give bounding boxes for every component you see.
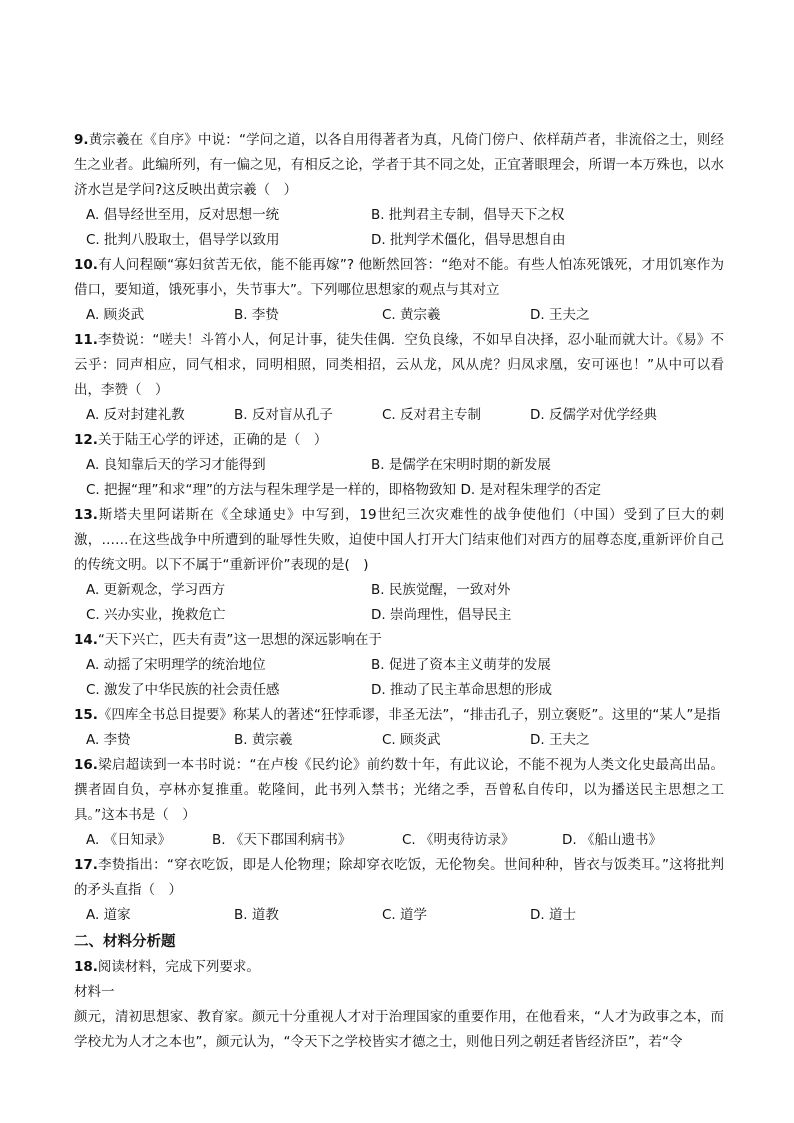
options-row bbox=[74, 203, 724, 228]
options-row bbox=[74, 678, 724, 703]
question-stem: 10.有人问程颐“寡妇贫苦无依，能不能再嫁”? 他断然回答：“绝对不能。有些人怕冻死饿死，才用饥寒作为借口，要知道，饿死事小，失节事大”。下列哪位思想家的观点与其对立 bbox=[74, 257, 724, 298]
option-c: C. 批判八股取士，倡导学以致用 bbox=[86, 232, 280, 248]
question-number: 10. bbox=[74, 257, 98, 273]
question-17 bbox=[74, 853, 724, 928]
material-text: 颜元，清初思想家、教育家。颜元十分重视人才对于治理国家的重要作用，在他看来，“人才为政事之本，而学校尤为人才之本也”，颜元认为，“令天下之学校皆实才德之士，则他日列之朝廷者皆经济臣”，若“令 bbox=[74, 1009, 724, 1050]
option-c: C. 反对君主专制 bbox=[382, 407, 482, 423]
option-d: D. 推动了民主革命思想的形成 bbox=[371, 682, 552, 698]
option-a: A. 倡导经世至用，反对思想一统 bbox=[86, 207, 280, 223]
option-a: A. 反对封建礼教 bbox=[86, 407, 185, 423]
option-d: D. 《船山遗书》 bbox=[562, 832, 662, 848]
question-stem: 12.关于陆王心学的评述，正确的是（ ） bbox=[74, 432, 328, 448]
question-9 bbox=[74, 128, 724, 253]
options-row bbox=[74, 903, 724, 928]
option-b: B. 促进了资本主义萌芽的发展 bbox=[371, 657, 551, 673]
options-row bbox=[74, 303, 724, 328]
question-18 bbox=[74, 955, 724, 1055]
option-d: D. 崇尚理性，倡导民主 bbox=[371, 607, 512, 623]
question-stem: 16.梁启超读到一本书时说：“在卢梭《民约论》前约数十年，有此议论，不能不视为人类文化史最高出品。撰者固自负，亭林亦复推重。乾隆间，此书列入禁书；光绪之季，吾曾私自传印，以为播送民主思想之工具。”这本书是（ ） bbox=[74, 757, 724, 823]
question-12 bbox=[74, 428, 724, 503]
option-c: C. 道学 bbox=[382, 907, 428, 923]
option-b: B. 《天下郡国利病书》 bbox=[212, 832, 352, 848]
option-c: C. 顾炎武 bbox=[382, 732, 441, 748]
option-d: D. 王夫之 bbox=[530, 732, 590, 748]
options-row bbox=[74, 728, 724, 753]
question-stem: 9.黄宗羲在《自序》中说：“学问之道，以各自用得著者为真，凡倚门傍户、依样葫芦者，非流俗之士，则经生之业者。此编所列，有一偏之见，有相反之论，学者于其不同之处，正宜著眼理会，所谓一本万殊也，以水济水岂是学问?这反映出黄宗羲（ ） bbox=[74, 132, 724, 198]
option-a: A. 道家 bbox=[86, 907, 131, 923]
option-b: B. 是儒学在宋明时期的新发展 bbox=[371, 457, 551, 473]
option-d: D. 反儒学对优学经典 bbox=[530, 407, 657, 423]
option-b: B. 反对盲从孔子 bbox=[234, 407, 333, 423]
material-label: 材料一 bbox=[74, 984, 115, 1000]
question-stem: 11.李贽说：“嗟夫！斗筲小人，何足计事，徒失佳偶．空负良缘，不如早自决择，忍小耻而就大计。《易》不云乎：同声相应，同气相求，同明相照，同类相招，云从龙，风从虎？归凤求凰，安可诬也！”从中可以看出，李赞（ ） bbox=[74, 332, 724, 398]
question-10 bbox=[74, 253, 724, 328]
question-stem: 15.《四库全书总目提要》称某人的著述“狂悖乖谬，非圣无法”，“排击孔子，别立褒贬”。这里的“某人”是指 bbox=[74, 707, 721, 723]
option-a: A. 更新观念，学习西方 bbox=[86, 582, 226, 598]
option-c: C. 把握“理”和求“理”的方法与程朱理学是一样的，即格物致知 bbox=[86, 482, 456, 498]
question-stem: 17.李贽指出：“穿衣吃饭，即是人伦物理；除却穿衣吃饭，无伦物矣。世间种种，皆衣与饭类耳。”这将批判的矛头直指（ ） bbox=[74, 857, 724, 898]
question-stem: 13.斯塔夫里阿诺斯在《全球通史》中写到，19世纪三次灾难性的战争使他们（中国）受到了巨大的刺激，……在这些战争中所遭到的耻辱性失败，迫使中国人打开大门结束他们对西方的屈尊态度,重新评价自己的传统文明。以下不属于“重新评价”表现的是( ) bbox=[74, 507, 724, 573]
option-d: D. 王夫之 bbox=[530, 307, 590, 323]
exam-content bbox=[74, 128, 724, 1055]
option-a: A. 动摇了宋明理学的统治地位 bbox=[86, 657, 266, 673]
option-c: C. 《明夷待访录》 bbox=[402, 832, 515, 848]
question-stem: 18.阅读材料，完成下列要求。 bbox=[74, 959, 260, 975]
option-b: B. 道教 bbox=[234, 907, 279, 923]
option-c: C. 激发了中华民族的社会责任感 bbox=[86, 682, 280, 698]
question-number: 18. bbox=[74, 959, 98, 975]
question-number: 9. bbox=[74, 132, 89, 148]
option-b: B. 李贽 bbox=[234, 307, 279, 323]
question-11 bbox=[74, 328, 724, 428]
options-row bbox=[74, 453, 724, 478]
options-row bbox=[74, 653, 724, 678]
option-b: B. 批判君主专制，倡导天下之权 bbox=[371, 207, 565, 223]
option-a: A. 《日知录》 bbox=[86, 832, 172, 848]
options-row bbox=[74, 478, 724, 503]
question-number: 17. bbox=[74, 857, 98, 873]
question-stem: 14.“天下兴亡，匹夫有责”这一思想的深远影响在于 bbox=[74, 632, 382, 648]
question-15 bbox=[74, 703, 724, 753]
question-number: 11. bbox=[74, 332, 98, 348]
question-14 bbox=[74, 628, 724, 703]
question-number: 14. bbox=[74, 632, 98, 648]
options-row bbox=[74, 578, 724, 603]
option-a: A. 顾炎武 bbox=[86, 307, 145, 323]
option-d: D. 是对程朱理学的否定 bbox=[460, 482, 601, 498]
section-title: 二、材料分析题 bbox=[74, 934, 176, 950]
question-number: 16. bbox=[74, 757, 98, 773]
question-16 bbox=[74, 753, 724, 853]
options-row bbox=[74, 603, 724, 628]
question-13 bbox=[74, 503, 724, 628]
options-row bbox=[74, 828, 724, 853]
option-a: A. 李贽 bbox=[86, 732, 131, 748]
option-d: D. 批判学术僵化，倡导思想自由 bbox=[371, 232, 566, 248]
question-number: 15. bbox=[74, 707, 98, 723]
question-number: 13. bbox=[74, 507, 98, 523]
option-b: B. 黄宗羲 bbox=[234, 732, 293, 748]
options-row bbox=[74, 403, 724, 428]
question-number: 12. bbox=[74, 432, 98, 448]
options-row bbox=[74, 228, 724, 253]
option-d: D. 道士 bbox=[530, 907, 576, 923]
option-a: A. 良知靠后天的学习才能得到 bbox=[86, 457, 266, 473]
option-c: C. 黄宗羲 bbox=[382, 307, 441, 323]
option-c: C. 兴办实业，挽救危亡 bbox=[86, 607, 226, 623]
option-b: B. 民族觉醒，一致对外 bbox=[371, 582, 511, 598]
